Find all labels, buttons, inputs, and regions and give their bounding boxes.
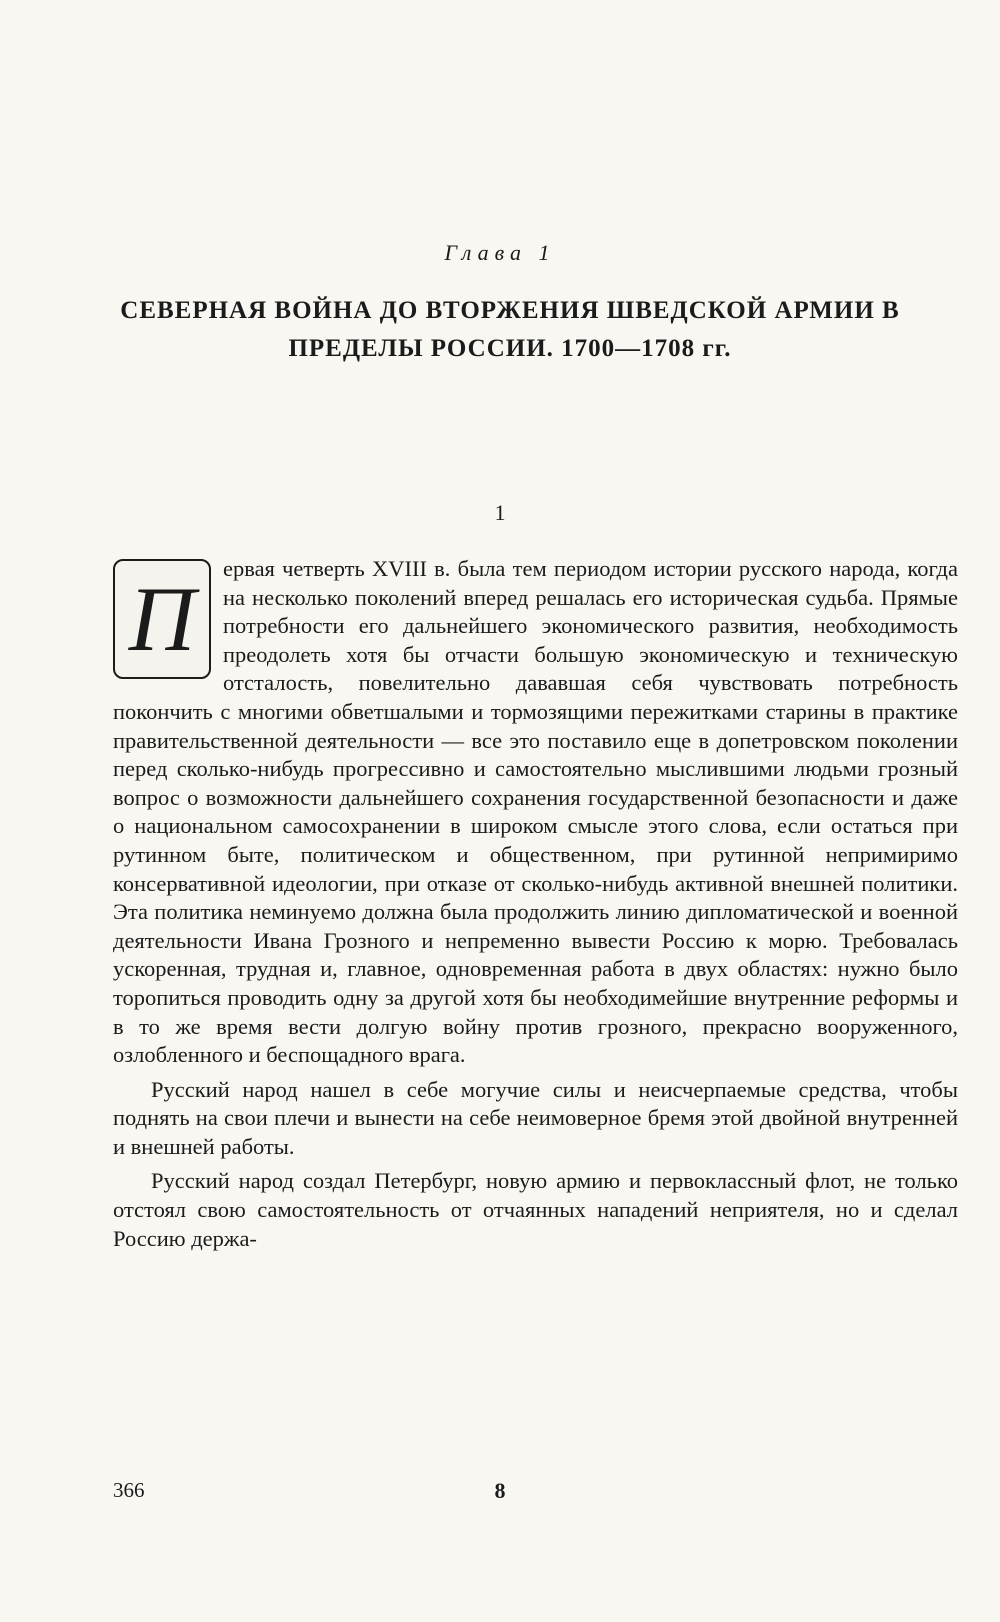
body-text xyxy=(113,555,958,1253)
section-number: 1 xyxy=(494,500,506,525)
chapter-label: Глава 1 xyxy=(444,240,556,265)
paragraph-1-text: ервая четверть XVIII в. была тем периодом истории русского народа, когда на несколько поколений вперед решалась его историческая судьба. Прямые потребности его дальнейшего экономического развития, необходимость преодолеть хотя бы отчасти большую экономическую и техническую отсталость, повелительно дававшая себя чувствовать потребность покончить с многими обветшалыми и тормозящими пережитками старины в практике правительственной деятельности — все это поставило еще в допетровском поколении перед сколько-нибудь прогрессивно и самостоятельно мыслившими людьми грозный вопрос о возможности дальнейшего сохранения государственной безопасности и даже о национальном самосохранении в широком смысле этого слова, если остаться при рутинном быте, политическом и общественном, при рутинной непримиримо консервативной идеологии, при отказе от сколько-нибудь активной внешней политики. Эта политика неминуемо должна была продолжить линию дипломатической и военной деятельности Ивана Грозного и непременно вывести Россию к морю. Требовалась ускоренная, трудная и, главное, одновременная работа в двух областях: нужно было торопиться проводить одну за другой хотя бы необходимейшие внутренние реформы и в то же время вести долгую войну против грозного, прекрасно вооруженного, озлобленного и беспощадного врага. xyxy=(113,556,958,1068)
chapter-title: СЕВЕРНАЯ ВОЙНА ДО ВТОРЖЕНИЯ ШВЕДСКОЙ АРМИИ В ПРЕДЕЛЫ РОССИИ. 1700—1708 гг. xyxy=(120,297,900,362)
dropcap-letter: П xyxy=(113,559,211,679)
page-number-left: 366 xyxy=(113,1478,145,1502)
page-number-center: 8 xyxy=(494,1478,506,1503)
paragraph-1 xyxy=(113,555,958,1070)
paragraph-3: Русский народ создал Петербург, новую армию и первоклассный флот, не только отстоял свою самостоятельность от отчаянных нападений неприятеля, но и сделал Россию держа- xyxy=(113,1168,958,1251)
paragraph-2: Русский народ нашел в себе могучие силы и неисчерпаемые средства, чтобы поднять на свои плечи и вынести на себе неимоверное бремя этой двойной внутренней и внешней работы. xyxy=(113,1076,958,1159)
